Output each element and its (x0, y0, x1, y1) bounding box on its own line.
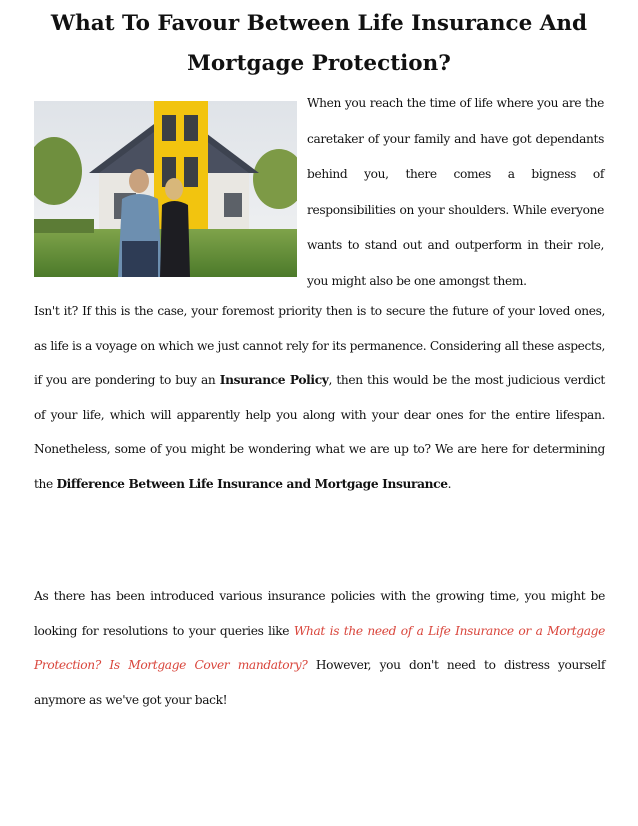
photo-illustration (34, 101, 297, 277)
p1-text-1: Isn't it? If this is the case, your foremost priority then is to secure the future of your loved ones, as life is a voyage on which we just cannot rely for its permanence. Considering all these aspects, if you are pondering to buy an (34, 304, 605, 387)
intro-paragraph: When you reach the time of life where you are the caretaker of your family and have got dependants behind you, there comes a bigness of responsibilities on your shoulders. While everyone wants to stand out and outperform in their role, you might also be one amongst them. (307, 96, 604, 288)
difference-heading-bold: Difference Between Life Insurance and Mortgage Insurance (56, 476, 448, 491)
p2-text-1: As there has been introduced various insurance policies with the growing time, you might be looking for resolutions to your queries like (34, 589, 605, 638)
p2-text-2: However, you don't need to distress yourself anymore as we've got your back! (34, 658, 605, 707)
insurance-policy-bold: Insurance Policy (219, 373, 329, 387)
paragraph-1 (34, 294, 605, 501)
title-line-1: What To Favour Between Life Insurance And (50, 11, 588, 36)
paragraph-2 (34, 579, 605, 717)
p1-text-3: . (447, 476, 452, 491)
p1-text-2: , then this would be the most judicious verdict of your life, which will apparently help you along with your dear ones for the entire lifespan. Nonetheless, some of you might be wondering what we are up to? We are here for determining the (34, 373, 605, 491)
question-link[interactable]: What is the need of a Life Insurance or a Mortgage Protection? Is Mortgage Cover mandatory? (34, 623, 605, 672)
page-title (20, 4, 618, 84)
couple-house-photo-icon (34, 101, 297, 277)
title-line-2: Mortgage Protection? (187, 51, 451, 76)
